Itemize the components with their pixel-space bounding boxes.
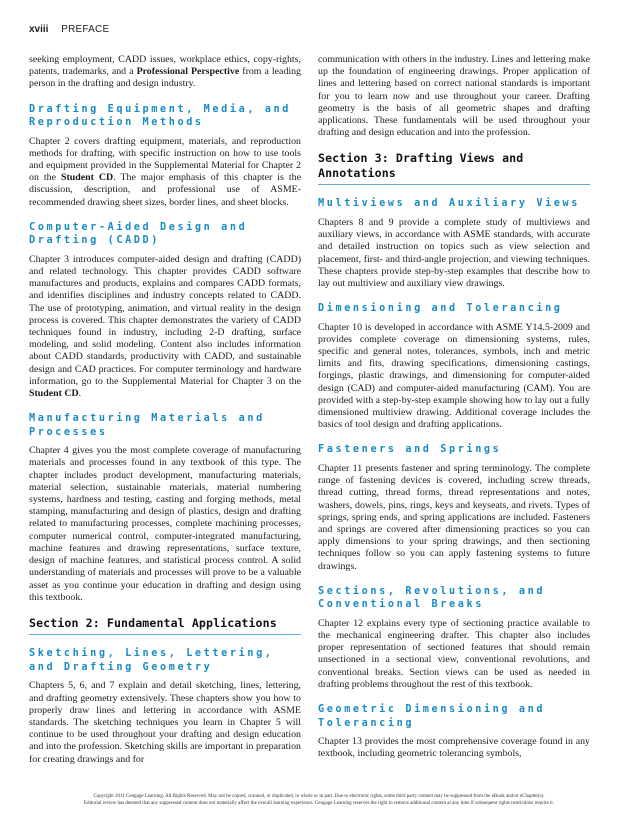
left-column <box>29 54 301 770</box>
page-number: xviii <box>29 24 49 35</box>
paragraph-text: Chapter 2 covers drafting equipment, materials, and reproduction methods for drafting, with specific instruction on how to use tools and equipment provided in the Supplemental Material for Chapter 2 on the <box>29 135 301 184</box>
copyright-line-2: Editorial review has deemed that any suppressed content does not materially affect the overall learning experience. Cengage Learning reserves the right to remove additional content at any time if subsequent rights restrictions require it. <box>83 800 555 806</box>
bold-term: Professional Perspective <box>136 66 240 78</box>
body-paragraph <box>318 463 590 573</box>
body-paragraph <box>29 136 301 209</box>
copyright-line-1: Copyright 2011 Cengage Learning. All Rights Reserved. May not be copied, scanned, or duplicated, in whole or in part. Due to electronic rights, some third party content may be suppressed from the eBook and/or eChapter(s). <box>93 794 545 799</box>
paragraph-text: Chapter 10 is developed in accordance with ASME Y14.5-2009 and provides complete coverage on dimensioning systems, rules, specific and general notes, tolerances, symbols, inch and metric limits and fits, drawing specifications, dimensioning castings, forgings, plastic drawings, and dimensioning for computer-aided design (CAD) and computer-aided manufacturing (CAM). You are provided with a step-by-step example showing how to lay out a fully dimensioned multiview drawing. Additional coverage includes the basics of tool design and drafting applications. <box>318 321 590 431</box>
body-paragraph <box>318 322 590 432</box>
body-paragraph <box>29 54 301 91</box>
subsection-heading-fasteners-and-springs: Fasteners and Springs <box>318 444 502 456</box>
running-head-section: PREFACE <box>61 24 110 35</box>
subsection-heading-multiviews-and-auxiliary-views: Multiviews and Auxiliary Views <box>318 198 581 210</box>
subsection-heading-drafting-equipment-media-and-reproduction-methods: Drafting Equipment, Media, and Reproduction Methods <box>29 103 292 129</box>
paragraph-text: . <box>78 388 82 400</box>
paragraph-text: Chapter 3 introduces computer-aided design and drafting (CADD) and related technology. This chapter provides CADD software manufactures and products, explains and compares CADD formats, and identifies disciplines and industry concepts related to CADD. The use of prototyping, animation, and virtual reality in the design process is covered. This chapter demonstrates the variety of CADD techniques found in industry, including 2-D drafting, surface modeling, and solid modeling. Content also includes information about CADD standards, productivity with CADD, and sustainable design and CAD practices. For computer terminology and hardware information, go to the Supplemental Material for Chapter 3 on the <box>29 253 301 387</box>
body-paragraph <box>318 736 590 760</box>
subsection-heading-sketching-lines-lettering-and-drafting-geometry: Sketching, Lines, Lettering, and Drafting Geometry <box>29 648 274 673</box>
subsection-heading-manufacturing-materials-and-processes: Manufacturing Materials and Processes <box>29 413 265 438</box>
bold-term: Student CD <box>60 172 114 184</box>
paragraph-text: Chapter 4 gives you the most complete coverage of manufacturing materials and processes found in any textbook of this type. The chapter includes product development, manufacturing materials, material selection, sustainable materials, material numbering systems, hardness and testing, casting and forging methods, metal stamping, manufacturing and design of plastics, design and drafting related to manufacturing processes, complete machining processes, computer numerical control, computer-integrated manufacturing, machine features and drawing representations, surface texture, design of machine features, and statistical process control. A solid understanding of materials and processes will prove to be a valuable asset as you continue your education in drafting and design using this textbook. <box>29 445 301 603</box>
body-paragraph <box>29 445 301 604</box>
body-paragraph <box>318 618 590 691</box>
paragraph-text: Chapters 8 and 9 provide a complete study of multiviews and auxiliary views, in accordance with ASME standards, with accurate and detailed instruction on topics such as view selection and placement, first- and third-angle projection, and viewing techniques. These chapters provide step-by-step examples that describe how to lay out multiview and auxiliary view drawings. <box>318 216 590 289</box>
copyright-footer <box>40 794 598 807</box>
paragraph-text: Chapter 12 explains every type of sectioning practice available to the mechanical engineering drafter. This chapter also includes proper representation of sectioned features that should remain unsectioned in a sectional view, conventional revolutions, and conventional breaks. Section views can be used as needed in drafting problems throughout the rest of this textbook. <box>318 617 590 690</box>
paragraph-text: Chapters 5, 6, and 7 explain and detail sketching, lines, lettering, and drafting geometry extensively. These chapters show you how to properly draw lines and lettering in accordance with ASME standards. The sketching techniques you learn in Chapter 5 will continue to be used throughout your drafting and design education and into the profession. Sketching skills are important in preparation for creating drawings and for <box>29 680 301 765</box>
body-paragraph <box>29 254 301 400</box>
subsection-heading-geometric-dimensioning-and-tolerancing: Geometric Dimensioning and Tolerancing <box>318 704 546 729</box>
subsection-heading-sections-revolutions-and-conventional-breaks: Sections, Revolutions, and Conventional Breaks <box>318 585 546 611</box>
subsection-heading-dimensioning-and-tolerancing: Dimensioning and Tolerancing <box>318 303 563 315</box>
body-paragraph <box>318 217 590 290</box>
subsection-heading-computer-aided-design-and-drafting-cadd: Computer-Aided Design and Drafting (CADD) <box>29 221 248 247</box>
paragraph-text: Chapter 11 presents fastener and spring terminology. The complete range of fastening devices is covered, including screw threads, thread cutting, thread forms, thread representations and notes, washers, dowels, pins, rings, keys and keyseats, and rivets. Types of springs, spring ends, and spring applications are included. Fasteners and springs are covered after dimensioning practices so you can apply dimensions to your spring drawings, and then sectioning techniques follow so you can apply fastening systems to future drawings. <box>318 462 590 572</box>
paragraph-text: Chapter 13 provides the most comprehensive coverage found in any textbook, including geometric tolerancing symbols, <box>318 736 590 760</box>
paragraph-text: from a leading person in the drafting and design industry. <box>29 66 301 90</box>
section-heading-section-3-drafting-views-and-annotations: Section 3: Drafting Views and Annotations <box>318 151 590 185</box>
paragraph-text: communication with others in the industry. Lines and lettering make up the foundation of engineering drawings. Proper application of lines and lettering based on correct national standards is important for you to learn now and use throughout your career. Drafting geometry is the basis of all geometric shapes and drafting applications. These fundamentals will be used throughout your drafting and design education and into the profession. <box>318 54 590 139</box>
running-head <box>29 24 109 35</box>
body-paragraph <box>318 54 590 139</box>
paragraph-text: . The major emphasis of this chapter is the discussion, description, and professional use of ASME-recommended drawing sheet sizes, border lines, and sheet blocks. <box>29 172 301 208</box>
section-heading-section-2-fundamental-applications: Section 2: Fundamental Applications <box>29 616 301 636</box>
paragraph-text: seeking employment, CADD issues, workplace ethics, copy-rights, patents, trademarks, and a <box>29 54 301 78</box>
body-paragraph <box>29 680 301 765</box>
bold-term: Student CD <box>29 388 79 400</box>
right-column <box>318 54 590 764</box>
